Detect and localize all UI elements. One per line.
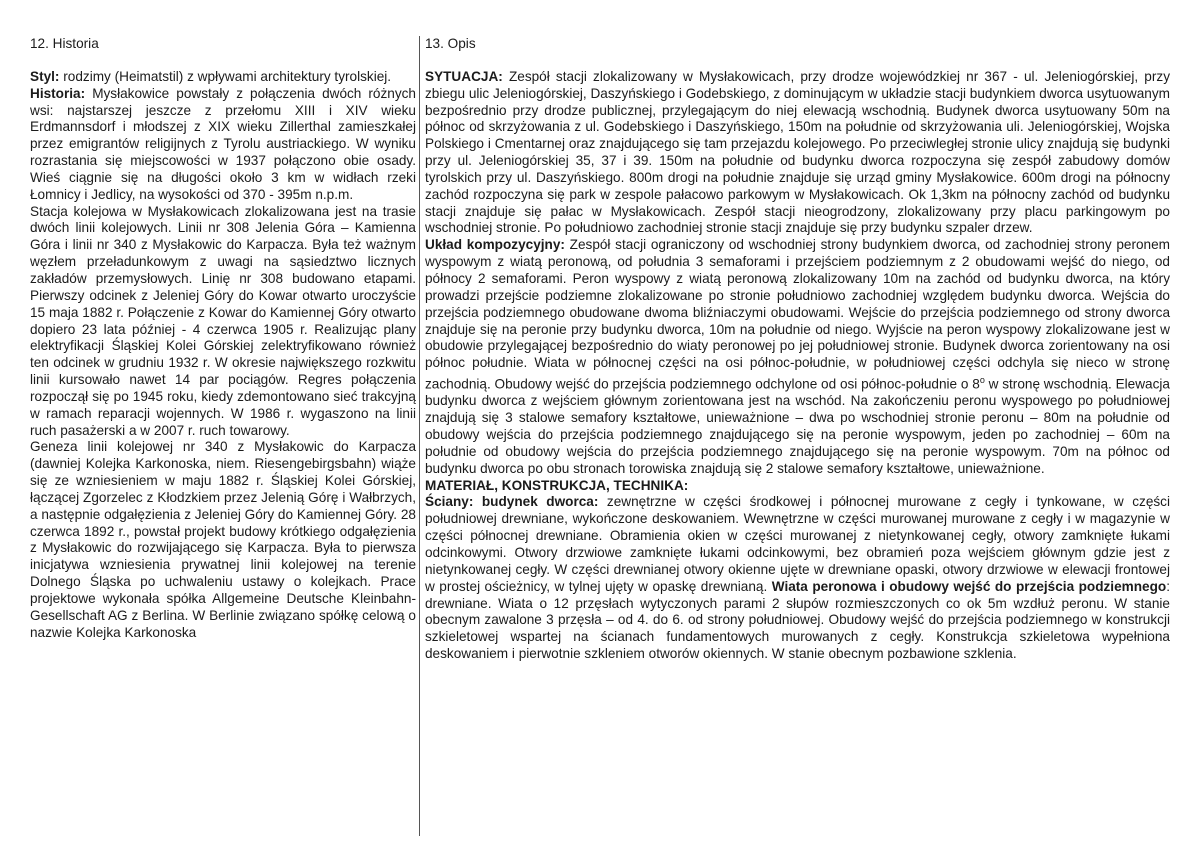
degree-mark: o — [979, 375, 985, 386]
walls-text: zewnętrzne w części środkowej i północnej murowane z cegły i tynkowane, w części południowej drewniane, wykończone deskowaniem. Wewnętrzne w części murowanej murowane z cegły i w magazynie w części północnej drewniane. Obramienia okien w części murowanej z nietynkowanej cegły, otwory zamknięte łukami odcinkowymi. Otwory drzwiowe zamknięte łukami odcinkowymi, bez obramień poza wejściem głównym gdzie jest z nietynkowanej cegły. W części drewnianej otwory okienne ujęte w drewniane opaski, otwory drzwiowe w elewacji frontowej w prostej ościeżnicy, w tylnej ujęty w opaskę drewnianą. — [425, 494, 1170, 594]
railway-line-308-paragraph: Stacja kolejowa w Mysłakowicach zlokalizowana jest na trasie dwóch linii kolejowych. Linii nr 308 Jelenia Góra – Kamienna Góra i linii nr 340 z Mysłakowic do Karpacza. Była też ważnym węzłem przeładunkowym z uwagi na sąsiedztwo licznych zakładów przemysłowych. Linię nr 308 budowano etapami. Pierwszy odcinek z Jeleniej Góry do Kowar otwarto uroczyście 15 maja 1882 r. Połączenie z Kowar do Kamiennej Góry otwarto dopiero 23 lata później - 4 czerwca 1905 r. Realizując plany elektryfikacji Śląskiej Kolei Górskiej zelektryfikowano również ten odcinek w grudniu 1932 r. W okresie największego rozkwitu linii kursowało nawet 14 par pociągów. Regres połączenia rozpoczął się po 1945 roku, kiedy zdemontowano sieć trakcyjną w ramach reparacji wojennych. W 1986 r. wygaszono na linii ruch pasażerski a w 2007 r. ruch towarowy. — [30, 203, 416, 438]
history-text: Mysłakowice powstały z połączenia dwóch różnych wsi: najstarszej jeszcze z przełomu XIII i XIV wieku Erdmannsdorf i młodszej z XIX wieku Zillerthal zamieszkałej przez emigrantów religijnych z Tyrolu austriackiego. W wyniku rozrastania się miejscowości w 1937 połączono obie osady. Wieś ciągnie się na długości około 3 km w widłach rzeki Łomnicy i Jedlicy, na wysokości od 370 - 395m n.p.m. — [30, 85, 416, 202]
situation-label: SYTUACJA: — [425, 68, 503, 84]
material-heading-paragraph — [425, 478, 1170, 495]
style-paragraph — [30, 69, 416, 86]
situation-paragraph — [425, 69, 1170, 237]
layout-paragraph — [425, 237, 1170, 477]
history-column — [30, 36, 416, 642]
history-label: Historia: — [30, 85, 86, 101]
layout-text-part-1: Zespół stacji ograniczony od wschodniej strony budynkiem dworca, od zachodniej strony peronem wyspowym z wiatą peronową, od południa 3 semaforami i przejściem podziemnym z 2 obudowami wejść do niego, od północy 2 semaforami. Peron wyspowy z wiatą peronową zlokalizowany 10m na zachód od budynku dworca, na który prowadzi przejście podziemne zlokalizowane po stronie południowo zachodniej względem budynku dworca. Wejścia do przejścia podziemnego obudowane dwoma bliźniaczymi obudowami. Wejście do przejścia podziemnego od strony dworca znajduje się na peronie przy budynku dworca, 10m na południe od niego. Wyjście na peron wyspowy zlokalizowane jest w obudowie przylegającej bezpośrednio do wiaty peronowej po jej południowej stronie. Budynek dworca zorientowany na osi północ południe. Wiata w północnej części na osi północ-południe, w południowej części odchyla się nieco w stronę zachodnią. Obudowy wejść do przejścia podziemnego odchylone od osi północ-południe o 8 — [425, 237, 1171, 392]
description-heading: 13. Opis — [425, 36, 476, 51]
platform-shelter-text: : drewniane. Wiata o 12 przęsłach wytyczonych parami 2 słupów rozmieszczonych co ok 5m wzdłuż peronu. W stanie obecnym zawalone 3 przęsła – od 4. do 6. od strony południowej. Obudowy wejść do przejścia podziemnego w konstrukcji szkieletowej wspartej na ścianach fundamentowych murowanych z cegły. Konstrukcja szkieletowa wypełniona deskowaniem i pierwotnie szkleniem otworów okiennych. W stanie obecnym pozbawione szklenia. — [425, 578, 1170, 662]
layout-label: Układ kompozycyjny: — [425, 237, 565, 253]
history-paragraph — [30, 86, 416, 204]
walls-label: Ściany: budynek dworca: — [425, 494, 599, 510]
style-text: rodzimy (Heimatstil) z wpływami architektury tyrolskiej. — [63, 68, 392, 84]
column-divider — [419, 36, 420, 836]
situation-text: Zespół stacji zlokalizowany w Mysłakowicach, przy drodze wojewódzkiej nr 367 - ul. Jeleniogórskiej, przy zbiegu ulic Jeleniogórskiej, Daszyńskiego i Godebskiego, z dominującym w układzie stacji budynkiem dworca usytuowanym bezpośrednio przy drodze publicznej, przylegającym do niej elewacją wschodnią. Budynek dworca usytuowany 50m na północ od skrzyżowania z ul. Godebskiego i Daszyńskiego, 150m na południe od skrzyżowania uli. Jeleniogórskiej, Wojska Polskiego i Cmentarnej oraz znajdującego się tam przejazdu kolejowego. Po przeciwległej stronie ulicy znajdują się budynki przy ul. Jeleniogórskiej 35, 37 i 39. 150m na południe od budynku dworca rozpoczyna się zespół zabudowy domów tyrolskich przy ul. Daszyńskiego. 800m drogi na południe znajduje się urząd gminy Mysłakowice. 600m drogi na północny zachód rozpoczyna się park w zespole pałacowo parkowym w Mysłakowicach. Ok 1,3km na północny zachód od budynku stacji znajduje się pałac w Mysłakowicach. Zespół stacji nieogrodzony, zlokalizowany przy placu parkingowym po wschodniej stronie. Po południowo zachodniej stronie stacji znajduje się przy budynku szpaler drzew. — [425, 68, 1170, 236]
platform-shelter-label: Wiata peronowa i obudowy wejść do przejścia podziemnego — [771, 578, 1167, 594]
walls-paragraph — [425, 494, 1170, 662]
style-label: Styl: — [30, 68, 60, 84]
history-heading: 12. Historia — [30, 36, 99, 51]
material-heading: MATERIAŁ, KONSTRUKCJA, TECHNIKA: — [425, 477, 689, 493]
railway-line-340-paragraph: Geneza linii kolejowej nr 340 z Mysłakowic do Karpacza (dawniej Kolejka Karkonoska, niem. Riesengebirgsbahn) wiąże się ze wzniesieniem w maju 1882 r. Śląskiej Kolei Górskiej, łączącej Zgorzelec z Kłodzkiem przez Jelenią Górę i Wałbrzych, a następnie odgałęzienia z Jeleniej Góry do Kamiennej Góry. 28 czerwca 1892 r., powstał projekt budowy krótkiego odgałęzienia z Mysłakowic do rozwijającego się Karpacza. Była to pierwsza inicjatywa wzniesienia prywatnej linii kolejowej na terenie Dolnego Śląska po uchwaleniu ustawy o kolejkach. Prace projektowe wykonała spółka Allgemeine Deutsche Kleinbahn-Gesellschaft AG z Berlina. W Berlinie związano spółkę celową o nazwie Kolejka Karkonoska — [30, 439, 416, 640]
description-column — [425, 36, 1170, 663]
layout-text-part-2: w stronę wschodnią. Elewacja budynku dworca z wejściem głównym zorientowana jest na wschód. Na zakończeniu peronu wyspowego po południowej znajdują się 3 stalowe semafory kształtowe, unieważnione – dwa po wschodniej stronie peronu – 80m na południe od obudowy wejścia do przejścia podziemnego znajdującego się na peronie wyspowym, jeden po zachodniej – 60m na południe od obudowy wejścia do przejścia podziemnego znajdującego się na peronie wyspowym. 70m na północ od budynku dworca po obu stronach torowiska znajdują się 2 stalowe semafory kształtowe, unieważnione. — [425, 376, 1170, 476]
